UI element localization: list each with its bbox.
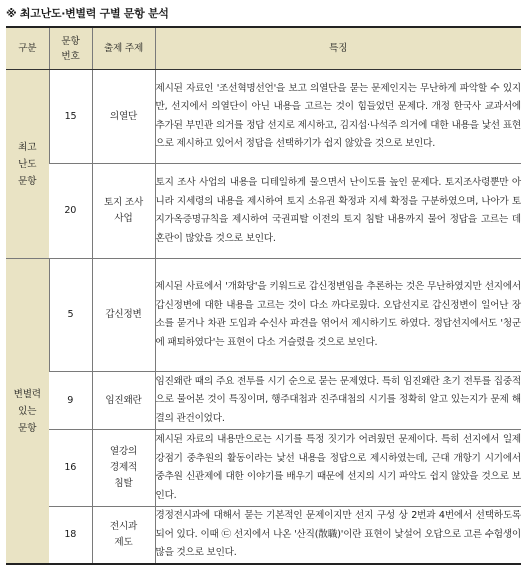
question-number: 9 [49, 372, 92, 430]
header-features: 특징 [155, 27, 521, 70]
question-number: 16 [49, 430, 92, 507]
table-row [6, 430, 521, 507]
question-topic: 전시과 제도 [92, 507, 155, 565]
question-features: 임진왜란 때의 주요 전투를 시기 순으로 묻는 문제였다. 특히 임진왜란 초기 전투를 집중적으로 물어본 것이 특징이며, 행주대첩과 진주대첩의 시기를 정확히 알고 있는지가 문제 해결의 관건이었다. [155, 372, 521, 430]
question-topic: 토지 조사 사업 [92, 164, 155, 259]
question-features: 경정전시과에 대해서 묻는 기본적인 문제이지만 선지 구성 상 2번과 4번에서 선택하도록 되어 있다. 이때 ㉢ 선지에서 나온 '산직(散職)'이란 표현이 낯설어 오답으로 고른 수험생이 많을 것으로 보인다. [155, 507, 521, 565]
question-number: 5 [49, 259, 92, 372]
question-topic: 갑신정변 [92, 259, 155, 372]
table-row [6, 372, 521, 430]
category-discriminating: 변별력 있는 문항 [6, 259, 49, 565]
header-row [6, 27, 521, 70]
table-row [6, 259, 521, 372]
question-features: 제시된 사료에서 '개화당'을 키워드로 갑신정변임을 추론하는 것은 무난하였지만 선지에서 갑신정변에 대한 내용을 고르는 것이 다소 까다로웠다. 오답선지로 갑신정변이 일어난 장소를 묻거나 차관 도입과 수신사 파견을 엮어서 제시하기도 하였다. 정답선지에서도 '청군에 패퇴하였다'는 표현이 다소 거슬렸을 것으로 보인다. [155, 259, 521, 372]
analysis-table [6, 26, 521, 565]
header-topic: 출제 주제 [92, 27, 155, 70]
question-number: 15 [49, 70, 92, 164]
question-features: 제시된 자료의 내용만으로는 시기를 특정 짓기가 어려웠던 문제이다. 특히 선지에서 일제강점기 중추원의 활동이라는 낯선 내용을 정답으로 제시하였는데, 근대 개항기 시기에서 중추원 신관제에 대한 이야기를 배우기 때문에 선지의 시기 파악도 쉽지 않았을 것으로 보인다. [155, 430, 521, 507]
table-row [6, 70, 521, 164]
question-number: 18 [49, 507, 92, 565]
question-number: 20 [49, 164, 92, 259]
header-number: 문항 번호 [49, 27, 92, 70]
category-hardest: 최고 난도 문항 [6, 70, 49, 259]
page-title: ※ 최고난도·변별력 구별 문항 분석 [6, 7, 169, 20]
question-features: 토지 조사 사업의 내용을 디테일하게 물으면서 난이도를 높인 문제다. 토지조사령뿐만 아니라 지세령의 내용을 제시하여 토지 소유권 확정과 지세 확정을 구분하였으며, 나아가 토지가옥증명규칙을 제시하여 국권피탈 이전의 토지 침탈 내용까지 물어 정답을 고르는 데 혼란이 많았을 것으로 보인다. [155, 164, 521, 259]
question-topic: 임진왜란 [92, 372, 155, 430]
table-row [6, 507, 521, 565]
question-topic: 의열단 [92, 70, 155, 164]
question-topic: 열강의 경제적 침탈 [92, 430, 155, 507]
question-features: 제시된 자료인 '조선혁명선언'을 보고 의열단을 묻는 문제인지는 무난하게 파악할 수 있지만, 선지에서 의열단이 아닌 내용을 고르는 것이 힘들었던 문제다. 개정 한국사 교과서에 추가된 부민관 의거를 정답 선지로 제시하고, 김지섭·나석주 의거에 대한 내용을 낯선 표현으로 제시하고 있어서 정답을 선택하기가 쉽지 않았을 것으로 보인다. [155, 70, 521, 164]
table-row [6, 164, 521, 259]
header-category: 구분 [6, 27, 49, 70]
